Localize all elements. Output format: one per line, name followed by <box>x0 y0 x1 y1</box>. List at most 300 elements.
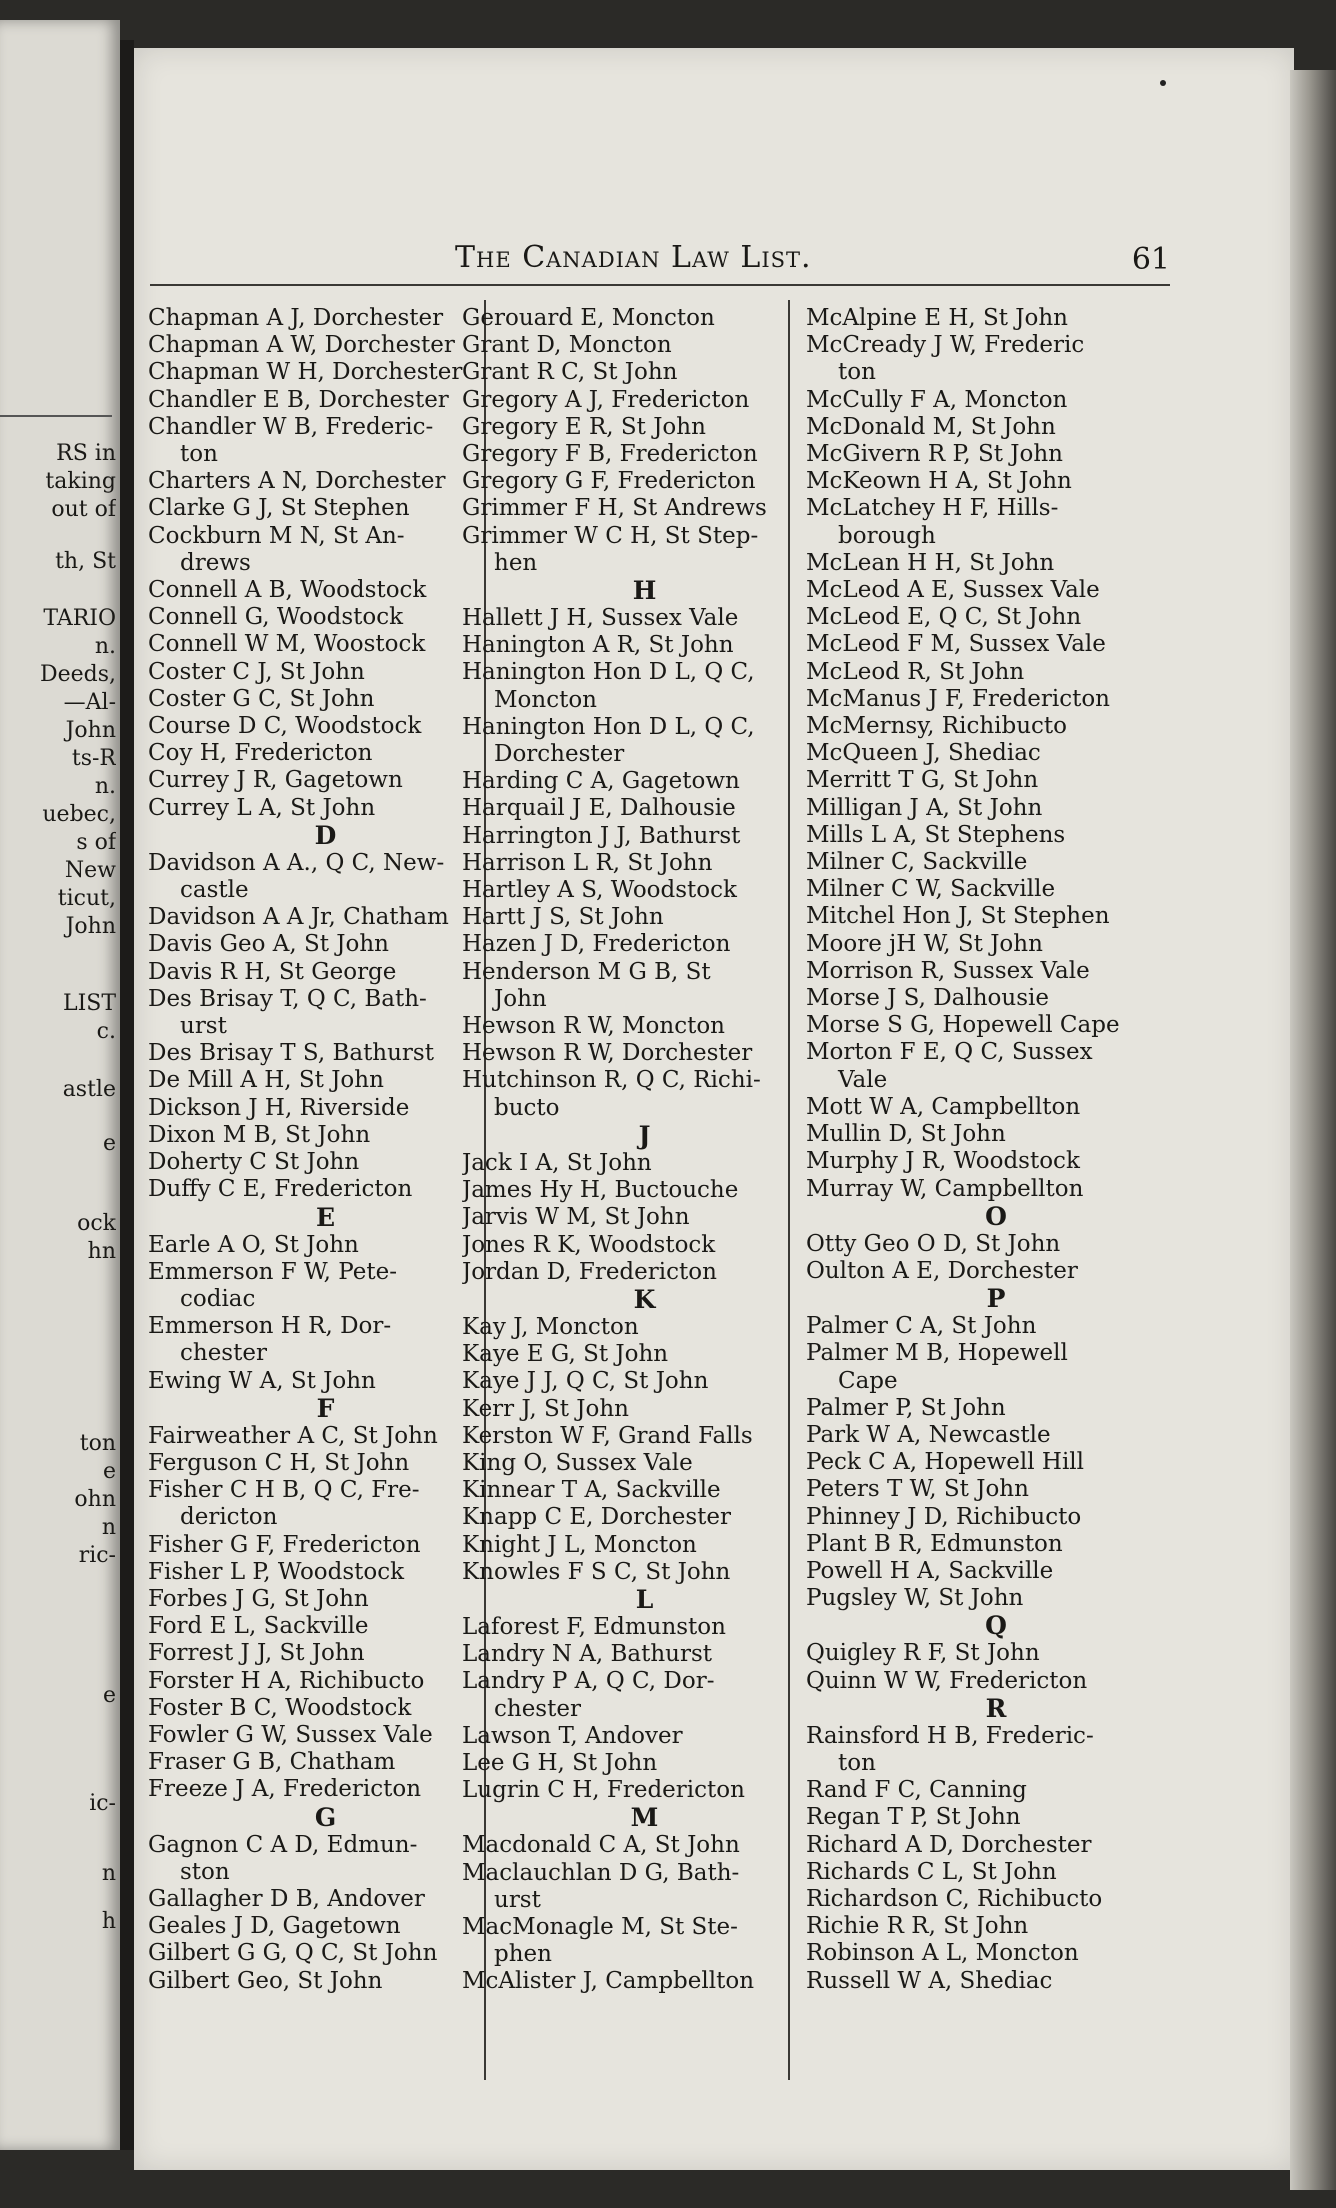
facing-page-fragment: TARIO <box>43 606 116 631</box>
directory-entry <box>148 931 483 958</box>
directory-entry <box>806 1640 1166 1667</box>
entry-name: De Mill A H, St John <box>148 1067 384 1094</box>
entry-continuation: chester <box>180 1340 267 1367</box>
entry-name: Freeze J A, Fredericton <box>148 1776 422 1803</box>
facing-page-rule <box>0 415 112 417</box>
directory-entry <box>148 577 483 604</box>
entry-name: Des Brisay T, Q C, Bath- <box>148 985 427 1012</box>
facing-page-fragment: ticut, <box>57 886 116 911</box>
directory-entry <box>148 604 483 631</box>
directory-entry <box>806 1313 1166 1340</box>
entry-name: Kerr J, St John <box>462 1395 629 1422</box>
directory-entry <box>806 387 1166 414</box>
directory-entry <box>462 1860 807 1914</box>
directory-entry <box>462 1150 807 1177</box>
entry-name: McManus J F, Fredericton <box>806 685 1110 712</box>
facing-page-fragment: New <box>64 858 116 883</box>
entry-name: Kaye E G, St John <box>462 1341 669 1368</box>
entry-name: Regan T P, St John <box>806 1804 1021 1831</box>
directory-entry <box>806 713 1166 740</box>
entry-name: Palmer M B, Hopewell <box>806 1340 1068 1367</box>
entry-continuation: ton <box>838 359 876 386</box>
entry-continuation: hen <box>494 549 538 576</box>
directory-entry <box>148 1040 483 1067</box>
directory-entry <box>806 1940 1166 1967</box>
directory-entry <box>148 1776 483 1803</box>
entry-name: McCready J W, Frederic <box>806 332 1085 359</box>
directory-entry <box>148 1749 483 1776</box>
entry-name: Currey L A, St John <box>148 794 376 821</box>
entry-name: Merritt T G, St John <box>806 767 1039 794</box>
entry-name: Laforest F, Edmunston <box>462 1613 726 1640</box>
ink-speck <box>1160 80 1166 86</box>
directory-entry <box>462 332 807 359</box>
entry-name: Mullin D, St John <box>806 1121 1006 1148</box>
entry-name: Currey J R, Gagetown <box>148 767 403 794</box>
directory-entry <box>806 822 1166 849</box>
entry-name: Fisher C H B, Q C, Fre- <box>148 1477 420 1504</box>
entry-name: Jarvis W M, St John <box>462 1204 690 1231</box>
directory-entry <box>462 1314 807 1341</box>
directory-entry <box>462 1368 807 1395</box>
directory-entry <box>806 659 1166 686</box>
directory-column-1 <box>148 305 483 1995</box>
directory-entry <box>462 359 807 386</box>
directory-entry <box>462 877 807 904</box>
entry-name: Park W A, Newcastle <box>806 1421 1051 1448</box>
entry-name: Harding C A, Gagetown <box>462 768 740 795</box>
section-letter: O <box>985 1201 1007 1231</box>
directory-entry <box>806 1777 1166 1804</box>
directory-entry <box>462 468 807 495</box>
directory-entry <box>806 767 1166 794</box>
facing-page-fragment: RS in <box>56 441 116 466</box>
directory-entry <box>148 387 483 414</box>
entry-name: Milligan J A, St John <box>806 794 1043 821</box>
entry-continuation: drews <box>180 549 251 576</box>
facing-page-fragment: n <box>101 1861 116 1886</box>
directory-entry <box>148 1613 483 1640</box>
entry-name: Mitchel Hon J, St Stephen <box>806 903 1110 930</box>
directory-entry <box>806 414 1166 441</box>
entry-name: McLeod A E, Sussex Vale <box>806 577 1100 604</box>
facing-page-fragment: e <box>102 1459 116 1484</box>
directory-entry <box>148 1176 483 1203</box>
entry-name: Harquail J E, Dalhousie <box>462 795 736 822</box>
entry-name: Davidson A A Jr, Chatham <box>148 904 449 931</box>
entry-name: McLeod F M, Sussex Vale <box>806 631 1106 658</box>
directory-entry <box>806 1258 1166 1285</box>
entry-name: Powell H A, Sackville <box>806 1557 1054 1584</box>
entry-name: McGivern R P, St John <box>806 441 1063 468</box>
entry-name: Jordan D, Fredericton <box>462 1258 717 1285</box>
facing-page-fragment: out of <box>51 497 116 522</box>
facing-page-fragment: ock <box>77 1211 116 1236</box>
directory-entry <box>806 441 1166 468</box>
directory-entry <box>462 1396 807 1423</box>
entry-name: McLeod R, St John <box>806 658 1025 685</box>
directory-entry <box>462 1204 807 1231</box>
entry-name: Otty Geo O D, St John <box>806 1230 1061 1257</box>
entry-name: Davis R H, St George <box>148 958 397 985</box>
section-letter: E <box>315 1202 336 1232</box>
entry-name: Cockburn M N, St An- <box>148 522 405 549</box>
entry-name: Fairweather A C, St John <box>148 1422 438 1449</box>
directory-entry <box>148 305 483 332</box>
directory-entry <box>148 767 483 794</box>
directory-entry <box>806 1531 1166 1558</box>
directory-entry <box>462 1641 807 1668</box>
entry-name: Palmer C A, St John <box>806 1313 1037 1340</box>
directory-entry <box>806 1176 1166 1203</box>
entry-name: Hallett J H, Sussex Vale <box>462 605 739 632</box>
entry-name: Quinn W W, Fredericton <box>806 1667 1088 1694</box>
entry-name: McMernsy, Richibucto <box>806 713 1067 740</box>
facing-page-fragment: uebec, <box>42 802 116 827</box>
entry-name: Fisher G F, Fredericton <box>148 1531 421 1558</box>
entry-name: Kaye J J, Q C, St John <box>462 1368 709 1395</box>
facing-page-fragment: —Al- <box>63 690 116 715</box>
directory-entry <box>806 1340 1166 1394</box>
entry-name: Course D C, Woodstock <box>148 713 422 740</box>
directory-entry <box>462 1914 807 1968</box>
directory-entry <box>806 1804 1166 1831</box>
entry-name: Davis Geo A, St John <box>148 931 389 958</box>
entry-name: Oulton A E, Dorchester <box>806 1257 1078 1284</box>
section-letter: J <box>638 1120 651 1150</box>
entry-name: Connell A B, Woodstock <box>148 577 427 604</box>
entry-name: Quigley R F, St John <box>806 1640 1040 1667</box>
entry-name: Henderson M G B, St <box>462 958 711 985</box>
entry-name: James Hy H, Buctouche <box>462 1177 739 1204</box>
entry-continuation: ston <box>180 1858 230 1885</box>
directory-entry <box>148 1149 483 1176</box>
entry-continuation: John <box>494 985 547 1012</box>
directory-entry <box>806 931 1166 958</box>
directory-entry <box>462 850 807 877</box>
directory-entry <box>806 1039 1166 1093</box>
entry-name: Jones R K, Woodstock <box>462 1231 716 1258</box>
directory-entry <box>462 414 807 441</box>
header-rule <box>150 284 1170 286</box>
directory-entry <box>806 1913 1166 1940</box>
directory-entry <box>462 1067 807 1121</box>
directory-entry <box>148 686 483 713</box>
entry-name: Emmerson F W, Pete- <box>148 1258 397 1285</box>
facing-page-fragment: ric- <box>78 1543 116 1568</box>
entry-name: Morse J S, Dalhousie <box>806 985 1049 1012</box>
directory-entry <box>806 903 1166 930</box>
entry-name: Phinney J D, Richibucto <box>806 1503 1082 1530</box>
entry-name: Gilbert Geo, St John <box>148 1967 383 1994</box>
entry-continuation: Cape <box>838 1367 898 1394</box>
facing-page-fragment: ic- <box>89 1791 116 1816</box>
entry-continuation: Moncton <box>494 686 597 713</box>
entry-name: Hewson R W, Dorchester <box>462 1040 753 1067</box>
entry-name: McKeown H A, St John <box>806 468 1072 495</box>
page-title: The Canadian Law List. <box>455 240 812 275</box>
entry-name: Mills L A, St Stephens <box>806 821 1066 848</box>
directory-column-2 <box>462 305 807 1996</box>
entry-continuation: urst <box>180 1013 227 1040</box>
entry-name: Richardson C, Richibucto <box>806 1885 1103 1912</box>
entry-name: McLeod E, Q C, St John <box>806 604 1082 631</box>
entry-name: Chapman W H, Dorchester <box>148 359 463 386</box>
entry-name: Maclauchlan D G, Bath- <box>462 1859 740 1886</box>
section-letter: Q <box>985 1611 1007 1641</box>
entry-continuation: codiac <box>180 1285 256 1312</box>
directory-entry <box>806 631 1166 658</box>
entry-name: Coy H, Fredericton <box>148 740 373 767</box>
entry-name: Russell W A, Shediac <box>806 1967 1053 1994</box>
directory-entry <box>148 495 483 522</box>
directory-entry <box>462 1832 807 1859</box>
directory-entry <box>148 332 483 359</box>
entry-name: Forbes J G, St John <box>148 1585 369 1612</box>
directory-entry <box>806 1968 1166 1995</box>
directory-entry <box>806 577 1166 604</box>
directory-entry <box>148 1586 483 1613</box>
directory-entry <box>148 414 483 468</box>
entry-name: Davidson A A., Q C, New- <box>148 849 445 876</box>
directory-entry <box>148 1640 483 1667</box>
directory-entry <box>148 1722 483 1749</box>
directory-entry <box>148 1968 483 1995</box>
directory-entry <box>148 1559 483 1586</box>
directory-entry <box>806 740 1166 767</box>
entry-continuation: chester <box>494 1695 581 1722</box>
facing-page-fragment: ton <box>79 1431 116 1456</box>
entry-name: Morse S G, Hopewell Cape <box>806 1012 1120 1039</box>
entry-name: Landry N A, Bathurst <box>462 1641 713 1668</box>
directory-entry <box>462 1259 807 1286</box>
section-letter: H <box>632 576 657 606</box>
entry-name: Emmerson H R, Dor- <box>148 1313 392 1340</box>
entry-name: Gregory F B, Fredericton <box>462 441 758 468</box>
directory-entry <box>462 1040 807 1067</box>
entry-name: Des Brisay T S, Bathurst <box>148 1040 434 1067</box>
entry-name: McQueen J, Shediac <box>806 740 1041 767</box>
entry-name: Chapman A J, Dorchester <box>148 305 444 331</box>
entry-name: Morrison R, Sussex Vale <box>806 957 1090 984</box>
entry-name: Doherty C St John <box>148 1149 360 1176</box>
facing-page-fragment: John <box>65 718 116 743</box>
directory-entry <box>148 659 483 686</box>
entry-name: Grant R C, St John <box>462 359 678 386</box>
directory-entry <box>148 1940 483 1967</box>
section-letter: L <box>635 1584 654 1614</box>
directory-entry <box>462 305 807 332</box>
directory-entry <box>806 468 1166 495</box>
directory-entry <box>462 1013 807 1040</box>
entry-name: Milner C, Sackville <box>806 849 1028 876</box>
entry-name: McAlpine E H, St John <box>806 305 1068 331</box>
directory-entry <box>148 1532 483 1559</box>
directory-entry <box>148 1232 483 1259</box>
directory-entry <box>148 959 483 986</box>
entry-name: Hartt J S, St John <box>462 904 664 931</box>
entry-name: Richard A D, Dorchester <box>806 1831 1092 1858</box>
entry-name: Murphy J R, Woodstock <box>806 1148 1080 1175</box>
directory-entry <box>806 849 1166 876</box>
directory-entry <box>148 1095 483 1122</box>
entry-name: Harrington J J, Bathurst <box>462 822 741 849</box>
directory-entry <box>462 1614 807 1641</box>
entry-name: Moore jH W, St John <box>806 930 1043 957</box>
directory-entry <box>462 1532 807 1559</box>
facing-page-fragment: n. <box>94 774 116 799</box>
facing-page-fragment: n. <box>94 634 116 659</box>
directory-entry <box>462 1668 807 1722</box>
entry-name: Connell W M, Woostock <box>148 631 426 658</box>
entry-name: Hazen J D, Fredericton <box>462 931 731 958</box>
entry-name: Pugsley W, St John <box>806 1585 1024 1612</box>
directory-entry <box>462 714 807 768</box>
entry-name: Earle A O, St John <box>148 1231 359 1258</box>
entry-continuation: phen <box>494 1941 552 1968</box>
section-letter: F <box>316 1393 335 1423</box>
directory-entry <box>148 1259 483 1313</box>
entry-name: Ferguson C H, St John <box>148 1449 410 1476</box>
entry-continuation: bucto <box>494 1094 560 1121</box>
entry-continuation: dericton <box>180 1504 278 1531</box>
directory-entry <box>462 1750 807 1777</box>
entry-name: Fowler G W, Sussex Vale <box>148 1721 433 1748</box>
directory-entry <box>148 1067 483 1094</box>
facing-page-fragment: ohn <box>74 1487 116 1512</box>
directory-entry <box>806 495 1166 549</box>
entry-name: Gregory G F, Fredericton <box>462 468 756 495</box>
directory-entry <box>462 1723 807 1750</box>
directory-entry <box>462 632 807 659</box>
directory-entry <box>148 904 483 931</box>
entry-name: Chapman A W, Dorchester <box>148 332 455 359</box>
directory-entry <box>806 876 1166 903</box>
entry-name: Connell G, Woodstock <box>148 604 404 631</box>
entry-name: Grimmer W C H, St Step- <box>462 522 759 549</box>
facing-page-fragment: LIST <box>62 991 116 1016</box>
facing-page-fragment: th, St <box>55 549 116 574</box>
section-letter: G <box>314 1802 337 1832</box>
directory-entry <box>148 1122 483 1149</box>
entry-name: Murray W, Campbellton <box>806 1175 1084 1202</box>
directory-entry <box>806 1121 1166 1148</box>
entry-name: Kinnear T A, Sackville <box>462 1477 721 1504</box>
entry-name: Hutchinson R, Q C, Richi- <box>462 1067 761 1094</box>
entry-name: Geales J D, Gagetown <box>148 1913 401 1940</box>
facing-page-fragment: hn <box>87 1239 116 1264</box>
directory-entry <box>148 1668 483 1695</box>
entry-name: Rainsford H B, Frederic- <box>806 1722 1094 1749</box>
directory-entry <box>148 1695 483 1722</box>
entry-name: Plant B R, Edmunston <box>806 1530 1063 1557</box>
directory-entry <box>462 1477 807 1504</box>
directory-entry <box>462 959 807 1013</box>
directory-entry <box>148 1477 483 1531</box>
directory-entry <box>806 1504 1166 1531</box>
directory-entry <box>806 604 1166 631</box>
directory-entry <box>148 1886 483 1913</box>
directory-entry <box>462 1777 807 1804</box>
entry-continuation: urst <box>494 1886 541 1913</box>
directory-entry <box>462 1232 807 1259</box>
directory-entry <box>462 1968 807 1995</box>
entry-name: Hanington Hon D L, Q C, <box>462 713 755 740</box>
entry-continuation: castle <box>180 877 249 904</box>
entry-name: Kay J, Moncton <box>462 1313 639 1340</box>
entry-name: Ford E L, Sackville <box>148 1613 369 1640</box>
entry-name: Hewson R W, Moncton <box>462 1013 725 1040</box>
entry-name: Dixon M B, St John <box>148 1121 371 1148</box>
entry-name: Chandler E B, Dorchester <box>148 386 449 413</box>
entry-name: Peck C A, Hopewell Hill <box>806 1449 1085 1476</box>
entry-name: Gregory E R, St John <box>462 413 706 440</box>
section-letter: D <box>314 820 337 850</box>
facing-page-fragment: e <box>102 1131 116 1156</box>
facing-page-fragment: John <box>65 914 116 939</box>
directory-entry <box>806 1558 1166 1585</box>
entry-name: Charters A N, Dorchester <box>148 468 446 495</box>
entry-name: Landry P A, Q C, Dor- <box>462 1668 715 1695</box>
entry-name: Knapp C E, Dorchester <box>462 1504 732 1531</box>
entry-name: Chandler W B, Frederic- <box>148 413 434 440</box>
directory-entry <box>148 468 483 495</box>
entry-name: Grimmer F H, St Andrews <box>462 495 767 522</box>
entry-name: King O, Sussex Vale <box>462 1449 693 1476</box>
entry-name: Gregory A J, Fredericton <box>462 386 750 413</box>
entry-name: Foster B C, Woodstock <box>148 1694 412 1721</box>
entry-name: Duffy C E, Fredericton <box>148 1176 413 1203</box>
entry-name: Palmer P, St John <box>806 1394 1006 1421</box>
entry-name: McLatchey H F, Hills- <box>806 495 1059 522</box>
entry-name: Hartley A S, Woodstock <box>462 877 737 904</box>
entry-name: Milner C W, Sackville <box>806 876 1056 903</box>
directory-entry <box>462 768 807 795</box>
directory-entry <box>148 1913 483 1940</box>
entry-name: Hanington A R, St John <box>462 632 734 659</box>
directory-entry <box>806 1859 1166 1886</box>
entry-name: Mott W A, Campbellton <box>806 1093 1081 1120</box>
directory-entry <box>462 823 807 850</box>
directory-entry <box>462 441 807 468</box>
directory-entry <box>462 795 807 822</box>
book-gutter <box>120 40 134 2150</box>
entry-name: Grant D, Moncton <box>462 332 672 359</box>
directory-entry <box>148 1368 483 1395</box>
directory-entry <box>148 986 483 1040</box>
directory-entry <box>462 931 807 958</box>
entry-name: Richards C L, St John <box>806 1858 1057 1885</box>
entry-name: Hanington Hon D L, Q C, <box>462 659 755 686</box>
entry-name: Gallagher D B, Andover <box>148 1885 425 1912</box>
entry-name: Coster C J, St John <box>148 658 365 685</box>
entry-name: Lee G H, St John <box>462 1749 658 1776</box>
directory-entry <box>148 740 483 767</box>
directory-entry <box>462 1177 807 1204</box>
entry-name: Macdonald C A, St John <box>462 1832 740 1859</box>
entry-name: McDonald M, St John <box>806 413 1056 440</box>
directory-entry <box>148 359 483 386</box>
entry-continuation: Dorchester <box>494 741 625 768</box>
entry-name: Forster H A, Richibucto <box>148 1667 425 1694</box>
directory-entry <box>462 904 807 931</box>
directory-entry <box>462 1450 807 1477</box>
facing-page-fragment: c. <box>96 1019 116 1044</box>
directory-entry <box>462 495 807 522</box>
directory-entry <box>148 631 483 658</box>
directory-entry <box>462 1504 807 1531</box>
facing-page-fragment: Deeds, <box>39 662 116 687</box>
